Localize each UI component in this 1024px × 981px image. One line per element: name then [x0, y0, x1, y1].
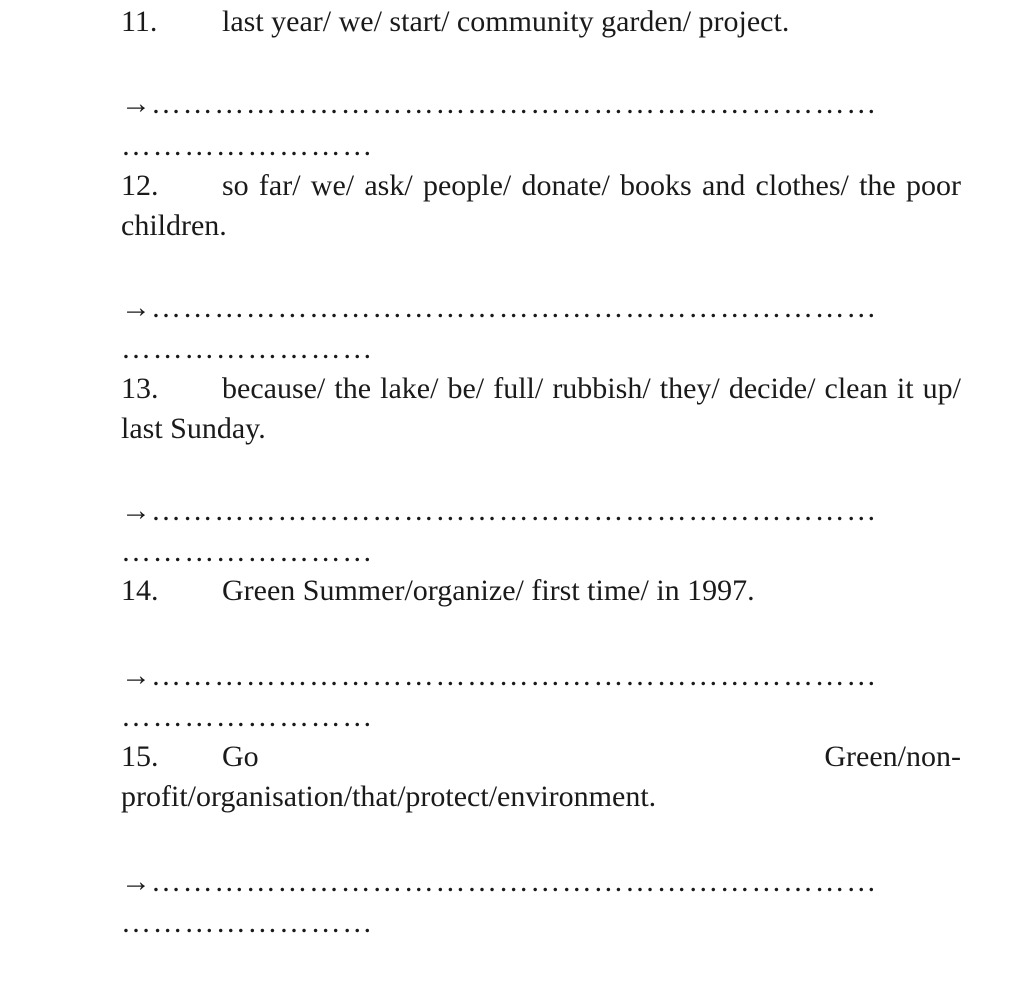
exercise-15	[121, 737, 961, 817]
answer-dots-continued[interactable]: ……………………	[121, 535, 374, 568]
exercise-prompt-start	[121, 737, 259, 777]
exercise-12	[121, 166, 961, 246]
exercise-number: 12.	[121, 169, 159, 202]
answer-line[interactable]	[121, 288, 961, 328]
exercise-11	[121, 2, 961, 42]
arrow-icon: →	[121, 291, 151, 324]
answer-line[interactable]	[121, 862, 961, 902]
exercise-prompt	[121, 571, 961, 611]
exercise-number: 14.	[121, 574, 159, 607]
answer-dots-continued[interactable]: ……………………	[121, 129, 374, 162]
arrow-icon: →	[121, 659, 151, 692]
exercise-text: Go	[222, 740, 259, 773]
exercise-text: so far/ we/ ask/ people/ donate/ books and clothes/ the poor children.	[121, 169, 961, 242]
answer-dots: ……………………………………………………………	[151, 494, 878, 527]
arrow-icon: →	[121, 865, 151, 898]
exercise-14	[121, 571, 961, 611]
exercise-prompt	[121, 737, 961, 777]
exercise-prompt-continued: profit/organisation/that/protect/environment.	[121, 780, 657, 813]
exercise-13	[121, 369, 961, 449]
exercise-text: last year/ we/ start/ community garden/ project.	[222, 5, 790, 38]
exercise-text-end: Green/non-	[824, 740, 961, 773]
exercise-prompt	[121, 2, 961, 42]
exercise-number: 15.	[121, 740, 159, 773]
exercise-prompt	[121, 166, 961, 246]
exercise-number: 13.	[121, 372, 159, 405]
exercise-prompt	[121, 369, 961, 449]
answer-dots-continued[interactable]: ……………………	[121, 906, 374, 939]
answer-line[interactable]	[121, 491, 961, 531]
answer-line[interactable]	[121, 84, 961, 124]
arrow-icon: →	[121, 494, 151, 527]
exercise-text: because/ the lake/ be/ full/ rubbish/ they/ decide/ clean it up/ last Sunday.	[121, 372, 961, 445]
exercise-text: Green Summer/organize/ first time/ in 1997.	[222, 574, 755, 607]
answer-dots: ……………………………………………………………	[151, 865, 878, 898]
answer-dots-continued[interactable]: ……………………	[121, 332, 374, 365]
answer-dots: ……………………………………………………………	[151, 659, 878, 692]
answer-dots-continued[interactable]: ……………………	[121, 700, 374, 733]
answer-dots: ……………………………………………………………	[151, 291, 878, 324]
exercise-number: 11.	[121, 5, 158, 38]
arrow-icon: →	[121, 87, 151, 120]
answer-dots: ……………………………………………………………	[151, 87, 878, 120]
answer-line[interactable]	[121, 656, 961, 696]
